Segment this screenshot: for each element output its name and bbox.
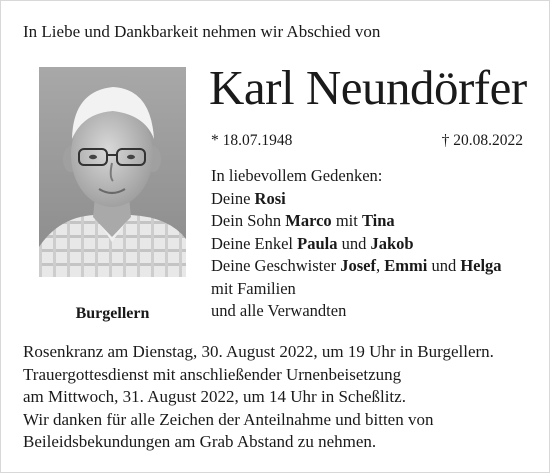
mourner-name: Jakob [370,233,414,253]
mourner-name: Helga [460,256,502,275]
birth-date: * 18.07.1948 [211,132,293,149]
mourner-name: Tina [361,211,395,230]
service-line: Trauergottesdienst mit anschließender Urnenbeisetzung [23,364,402,384]
mourners-line: und alle Verwandten [211,301,347,320]
mourner-name: Rosi [254,188,286,208]
intro-text: In Liebe und Dankbarkeit nehmen wir Abschied von [23,22,381,41]
service-info [23,341,543,454]
portrait-photo [39,67,186,277]
mourners-line: Deine Enkel Paula und Jakob [211,233,414,253]
mourners-line: Deine Rosi [211,188,286,208]
death-date: † 20.08.2022 [441,132,523,149]
mourners-list [211,165,531,323]
mourners-line: mit Familien [211,278,296,298]
service-line: Rosenkranz am Dienstag, 30. August 2022, um 19 Uhr in Burgellern. [23,342,494,361]
service-line: am Mittwoch, 31. August 2022, um 14 Uhr in Scheßlitz. [23,387,406,406]
service-line: Wir danken für alle Zeichen der Anteilnahme und bitten von [23,409,434,429]
mourner-name: Paula [297,233,338,253]
mourners-line: Deine Geschwister Josef, Emmi und Helga [211,256,502,275]
mourners-line: Dein Sohn Marco mit Tina [211,211,395,230]
mourners-line: In liebevollem Gedenken: [211,166,383,185]
service-line: Beileidsbekundungen am Grab Abstand zu nehmen. [23,432,377,451]
place-label: Burgellern [75,305,150,322]
portrait-photo-icon [39,67,186,277]
mourner-name: Josef [340,256,376,275]
deceased-name: Karl Neundörfer [209,60,527,115]
mourner-name: Emmi [384,256,428,275]
mourner-name: Marco [285,211,332,230]
